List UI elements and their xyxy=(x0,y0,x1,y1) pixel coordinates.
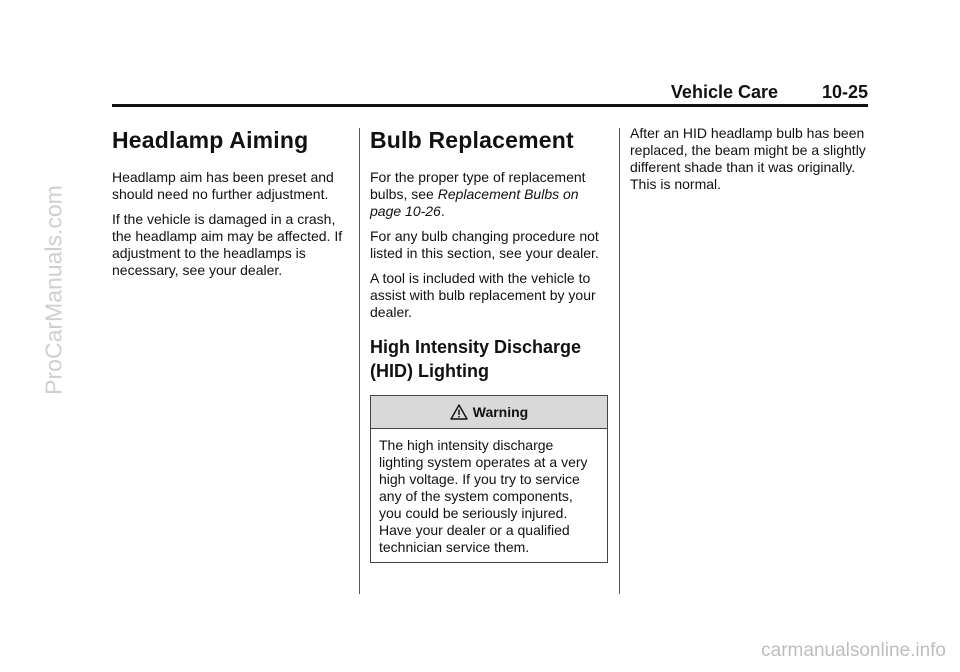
paragraph: If the vehicle is damaged in a crash, the headlamp aim may be affected. If adjustment to the headlamps is necessary, see your dealer. xyxy=(112,211,343,278)
paragraph-text: . xyxy=(440,203,445,219)
column-headlamp-aiming xyxy=(112,125,350,287)
paragraph: Headlamp aim has been preset and should need no further adjustment. xyxy=(112,169,334,202)
page-number: 10-25 xyxy=(821,82,868,102)
column-divider xyxy=(619,128,620,594)
heading-bulb-replacement: Bulb Replacement xyxy=(370,127,574,153)
warning-icon xyxy=(450,404,468,420)
paragraph: A tool is included with the vehicle to assist with bulb replacement by your dealer. xyxy=(370,270,596,320)
column-hid-note xyxy=(630,125,868,201)
warning-title: Warning xyxy=(472,404,529,420)
side-watermark: ProCarManuals.com xyxy=(40,185,67,395)
column-bulb-replacement xyxy=(370,125,608,563)
page-header xyxy=(112,80,868,107)
column-divider xyxy=(359,128,360,594)
warning-text: The high intensity discharge lighting system operates at a very high voltage. If you try to service any of the system components, you could be seriously injured. Have your dealer or a qualified technician service them. xyxy=(379,437,588,555)
warning-header xyxy=(371,396,607,429)
warning-box xyxy=(370,395,608,563)
cross-reference-link[interactable]: Replacement Bulbs on page 10-26 xyxy=(370,186,579,219)
heading-headlamp-aiming: Headlamp Aiming xyxy=(112,127,309,153)
paragraph xyxy=(370,169,608,220)
section-title: Vehicle Care xyxy=(670,82,778,102)
paragraph: After an HID headlamp bulb has been replaced, the beam might be a slightly different shade than it was originally. This is normal. xyxy=(630,125,866,192)
footer-watermark: carmanualsonline.info xyxy=(761,640,946,661)
heading-hid-lighting: High Intensity Discharge (HID) Lighting xyxy=(370,337,582,381)
paragraph-text: For the proper type of replacement bulbs, see xyxy=(370,169,586,202)
paragraph: For any bulb changing procedure not listed in this section, see your dealer. xyxy=(370,228,599,261)
